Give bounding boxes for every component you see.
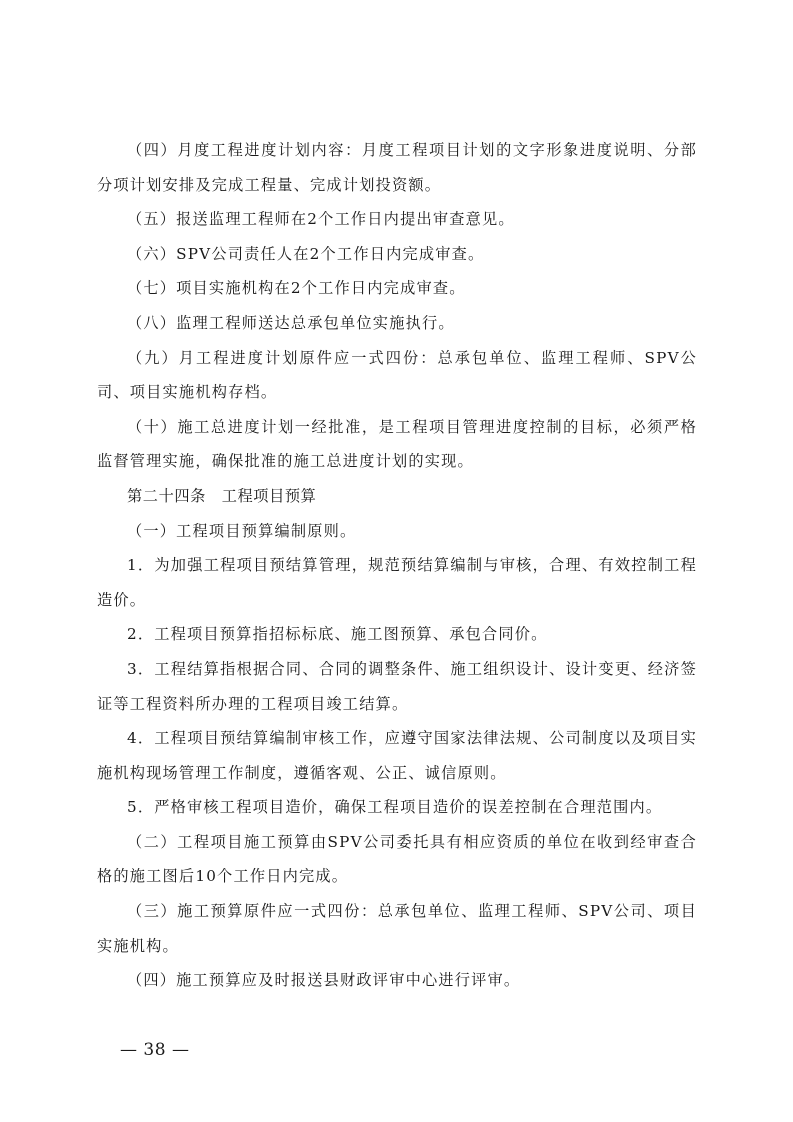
paragraph-budget-principles: （一）工程项目预算编制原则。 <box>127 521 357 540</box>
list-item-1: 1．为加强工程项目预结算管理，规范预结算编制与审核，合理、有效控制工程造价。 <box>97 556 697 609</box>
paragraph-agency-review: （七）项目实施机构在2个工作日内完成审查。 <box>127 279 466 298</box>
list-item-4: 4．工程项目预结算编制审核工作，应遵守国家法律法规、公司制度以及项目实施机构现场管理工作制度，遵循客观、公正、诚信原则。 <box>97 729 697 782</box>
document-body <box>97 133 697 998</box>
page-number: — 38 — <box>120 1040 190 1060</box>
list-item-2: 2．工程项目预算指招标标底、施工图预算、承包合同价。 <box>127 625 548 644</box>
list-item-5: 5．严格审核工程项目造价，确保工程项目造价的误差控制在合理范围内。 <box>127 798 663 817</box>
list-item-3: 3．工程结算指根据合同、合同的调整条件、施工组织设计、设计变更、经济签证等工程资料所办理的工程项目竣工结算。 <box>97 659 697 713</box>
paragraph-contractor-execution: （八）监理工程师送达总承包单位实施执行。 <box>127 313 455 332</box>
paragraph-spv-review: （六）SPV公司责任人在2个工作日内完成审查。 <box>127 244 485 263</box>
paragraph-budget-review: （四）施工预算应及时报送县财政评审中心进行评审。 <box>127 971 521 990</box>
paragraph-plan-copies: （九）月工程进度计划原件应一式四份：总承包单位、监理工程师、SPV公司、项目实施机构存档。 <box>97 348 697 402</box>
paragraph-budget-copies: （三）施工预算原件应一式四份：总承包单位、监理工程师、SPV公司、项目实施机构。 <box>97 902 697 955</box>
article-heading: 第二十四条 工程项目预算 <box>127 486 317 505</box>
paragraph-construction-budget: （二）工程项目施工预算由SPV公司委托具有相应资质的单位在收到经审查合格的施工图后10个工作日内完成。 <box>97 832 697 886</box>
paragraph-supervisor-review: （五）报送监理工程师在2个工作日内提出审查意见。 <box>127 210 515 229</box>
paragraph-plan-approval: （十）施工总进度计划一经批准，是工程项目管理进度控制的目标，必须严格监督管理实施，确保批准的施工总进度计划的实现。 <box>97 417 697 471</box>
paragraph-monthly-plan-content: （四）月度工程进度计划内容：月度工程项目计划的文字形象进度说明、分部分项计划安排及完成工程量、完成计划投资额。 <box>97 141 697 194</box>
